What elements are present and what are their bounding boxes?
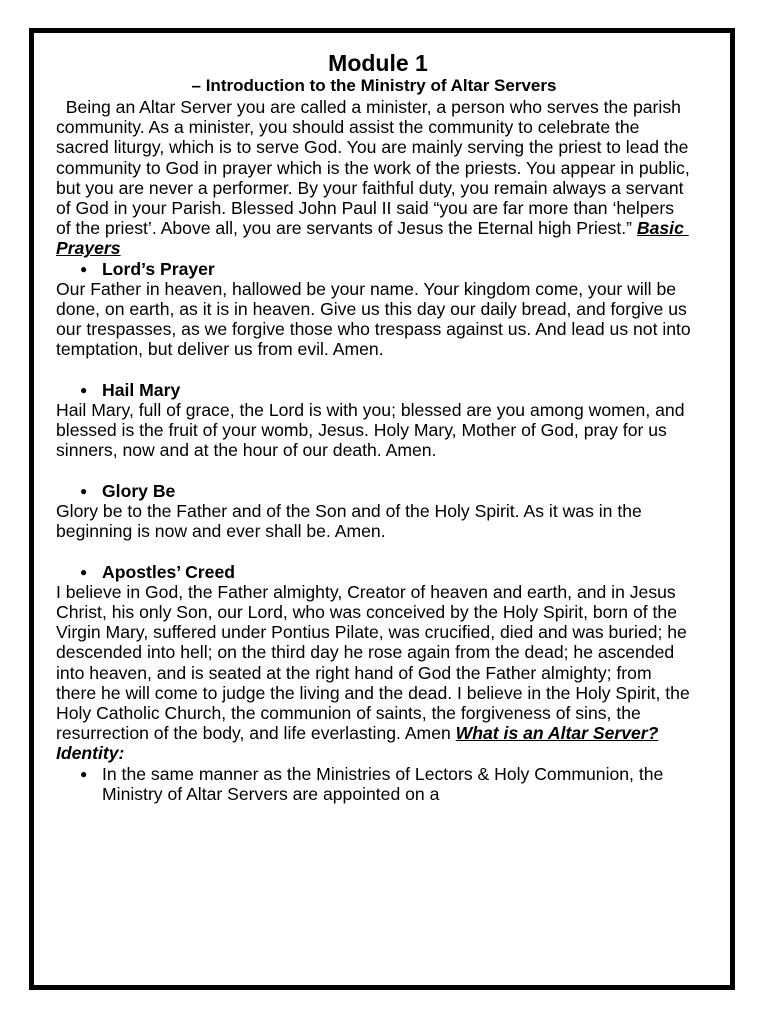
spacer (56, 360, 692, 380)
glory-be-heading (56, 481, 692, 501)
identity-heading: Identity: (56, 723, 664, 764)
intro-text: Being an Altar Server you are called a minister, a person who serves the parish community. As a minister, you should assist the community to celebrate the sacred liturgy, which is to serve God. You are mainly serving the priest to lead the community to God in prayer which is the work of the priests. You appear in public, but you are never a performer. By your faithful duty, you remain always a servant of God in your Parish. Blessed John Paul II said “you are far more than ‘helpers of the priest’. Above all, you are servants of Jesus the Eternal high Priest.” (56, 97, 695, 239)
intro-paragraph (56, 97, 695, 259)
lords-prayer-heading-text: Lord’s Prayer (102, 258, 215, 279)
bullet-icon: ● (80, 261, 88, 276)
spacer (56, 461, 692, 481)
hail-mary-text: Hail Mary, full of grace, the Lord is with you; blessed are you among women, and blessed is the fruit of your womb, Jesus. Holy Mary, Mother of God, pray for us sinners, now and at the hour of our death. Amen. (56, 400, 685, 461)
page-title: Module 1 (328, 50, 428, 76)
glory-be-heading-text: Glory Be (102, 480, 176, 501)
bullet-icon: ● (80, 382, 88, 397)
lords-prayer-heading (56, 259, 692, 279)
page-subtitle: – Introduction to the Ministry of Altar Servers (191, 76, 557, 95)
document-body (56, 50, 695, 804)
list-item-text: In the same manner as the Ministries of Lectors & Holy Communion, the Ministry of Altar Servers are appointed on a (102, 763, 664, 804)
apostles-creed-text: I believe in God, the Father almighty, Creator of heaven and earth, and in Jesus Christ, his only Son, our Lord, who was conceived by the Holy Spirit, born of the Virgin Mary, suffered under Pontius Pilate, was crucified, died and was buried; he descended into hell; on the third day he rose again from the dead; he ascended into heaven, and is seated at the right hand of God the Father almighty; from there he will come to judge the living and the dead. I believe in the Holy Spirit, the Holy Catholic Church, the communion of saints, the forgiveness of sins, the resurrection of the body, and life everlasting. Amen (56, 581, 695, 744)
bullet-icon: ● (80, 766, 88, 781)
hail-mary-heading (56, 380, 692, 400)
basic-prayers-heading: Basic Prayers (56, 218, 689, 259)
altar-server-heading: What is an Altar Server? (455, 723, 659, 744)
spacer (56, 541, 692, 561)
list-item (56, 764, 692, 804)
apostles-creed-heading-text: Apostles’ Creed (102, 561, 235, 582)
bullet-icon: ● (80, 483, 88, 498)
bullet-icon: ● (80, 564, 88, 579)
hail-mary-heading-text: Hail Mary (102, 379, 181, 400)
lords-prayer-text: Our Father in heaven, hallowed be your name. Your kingdom come, your will be done, on earth, as it is in heaven. Give us this day our daily bread, and forgive us our trespasses, as we forgive those who trespass against us. And lead us not into temptation, but deliver us from evil. Amen. (56, 278, 691, 360)
apostles-creed-heading (56, 562, 692, 582)
apostles-creed-paragraph (56, 581, 695, 764)
glory-be-text: Glory be to the Father and of the Son and of the Holy Spirit. As it was in the beginning is now and ever shall be. Amen. (56, 501, 642, 542)
